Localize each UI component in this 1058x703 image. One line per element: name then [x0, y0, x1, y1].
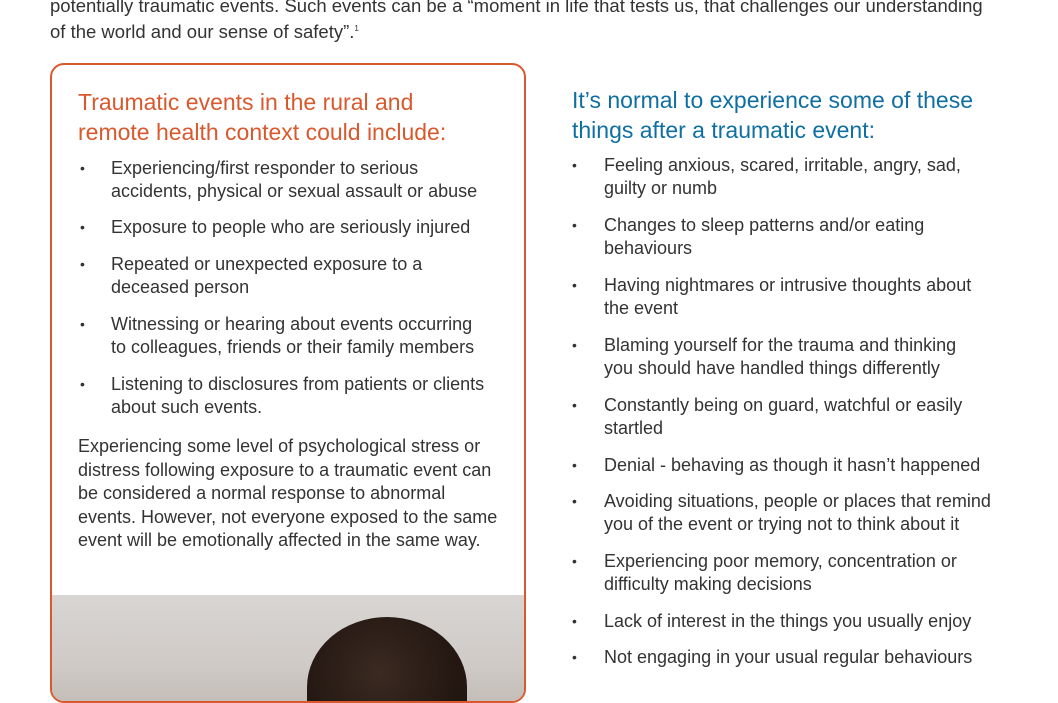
list-item-line-2: guilty or numb — [604, 178, 718, 198]
bullet-icon: • — [80, 316, 85, 332]
list-item-line-1: Changes to sleep patterns and/or eating — [604, 215, 925, 235]
bullet-icon: • — [572, 613, 577, 629]
list-item-line-1: Blaming yourself for the trauma and thinking — [604, 335, 957, 355]
bullet-icon: • — [572, 217, 577, 233]
list-item — [572, 610, 1022, 633]
bullet-icon: • — [572, 337, 577, 353]
list-item — [572, 154, 1022, 200]
bullet-icon: • — [572, 553, 577, 569]
list-item-line-1: Constantly being on guard, watchful or easily — [604, 395, 963, 415]
traumatic-events-list — [80, 157, 510, 419]
list-item-line-2: deceased person — [111, 277, 250, 297]
list-item-line-1: Witnessing or hearing about events occurring — [111, 314, 473, 334]
list-item — [572, 274, 1022, 320]
intro-line-2 — [50, 17, 1040, 43]
intro-line-2-text: of the world and our sense of safety”. — [50, 21, 355, 43]
right-heading-line-1: It’s normal to experience some of these — [572, 87, 974, 113]
bullet-icon: • — [572, 157, 577, 173]
person-photo — [52, 595, 526, 703]
list-item — [80, 157, 510, 203]
list-item — [572, 646, 1022, 669]
list-item-line-2: difficulty making decisions — [604, 574, 812, 594]
list-item — [572, 550, 1022, 596]
list-item — [572, 490, 1022, 536]
bullet-icon: • — [80, 256, 85, 272]
list-item — [80, 373, 510, 419]
card-paragraph: Experiencing some level of psychological stress or distress following exposure to a traumatic event can be considered a normal response to abnormal events. However, not everyone exposed to the same event will be emotionally affected in the same way. — [78, 436, 498, 550]
list-item-line-2: you of the event or trying not to think about it — [604, 514, 960, 534]
list-item — [572, 394, 1022, 440]
bullet-icon: • — [572, 277, 577, 293]
normal-reactions-heading — [572, 85, 1032, 145]
person-hair-shape — [307, 617, 467, 703]
list-item-line-1: Exposure to people who are seriously injured — [111, 217, 471, 237]
list-item — [80, 253, 510, 299]
bullet-icon: • — [572, 493, 577, 509]
card-heading — [78, 87, 518, 147]
card-heading-line-2: remote health context could include: — [78, 119, 447, 145]
normal-reactions-list — [572, 154, 1022, 669]
intro-paragraph — [50, 0, 1040, 43]
card-heading-line-1: Traumatic events in the rural and — [78, 89, 414, 115]
list-item-line-2: startled — [604, 418, 664, 438]
list-item-line-1: Experiencing poor memory, concentration or — [604, 551, 957, 571]
list-item-line-1: Lack of interest in the things you usually enjoy — [604, 611, 972, 631]
list-item — [80, 216, 510, 239]
list-item-line-1: Not engaging in your usual regular behaviours — [604, 647, 973, 667]
bullet-icon: • — [80, 219, 85, 235]
right-heading-line-2: things after a traumatic event: — [572, 117, 875, 143]
list-item — [572, 454, 1022, 477]
footnote-marker: 1 — [354, 24, 359, 33]
list-item-line-1: Denial - behaving as though it hasn’t happened — [604, 455, 981, 475]
intro-line-1: potentially traumatic events. Such events can be a “moment in life that tests us, that challenges our understanding — [50, 0, 983, 16]
list-item — [80, 313, 510, 359]
bullet-icon: • — [80, 376, 85, 392]
list-item-line-2: accidents, physical or sexual assault or abuse — [111, 181, 478, 201]
list-item-line-1: Repeated or unexpected exposure to a — [111, 254, 423, 274]
bullet-icon: • — [572, 649, 577, 665]
list-item — [572, 214, 1022, 260]
list-item-line-2: the event — [604, 298, 679, 318]
bullet-icon: • — [572, 457, 577, 473]
list-item-line-2: behaviours — [604, 238, 693, 258]
bullet-icon: • — [572, 397, 577, 413]
traumatic-events-card — [50, 63, 526, 703]
list-item-line-1: Listening to disclosures from patients or clients — [111, 374, 485, 394]
list-item-line-2: to colleagues, friends or their family members — [111, 337, 475, 357]
list-item-line-1: Avoiding situations, people or places that remind — [604, 491, 991, 511]
list-item-line-1: Experiencing/first responder to serious — [111, 158, 419, 178]
list-item-line-1: Having nightmares or intrusive thoughts about — [604, 275, 972, 295]
bullet-icon: • — [80, 160, 85, 176]
list-item — [572, 334, 1022, 380]
list-item-line-1: Feeling anxious, scared, irritable, angry, sad, — [604, 155, 961, 175]
list-item-line-2: about such events. — [111, 397, 263, 417]
list-item-line-2: you should have handled things differently — [604, 358, 940, 378]
